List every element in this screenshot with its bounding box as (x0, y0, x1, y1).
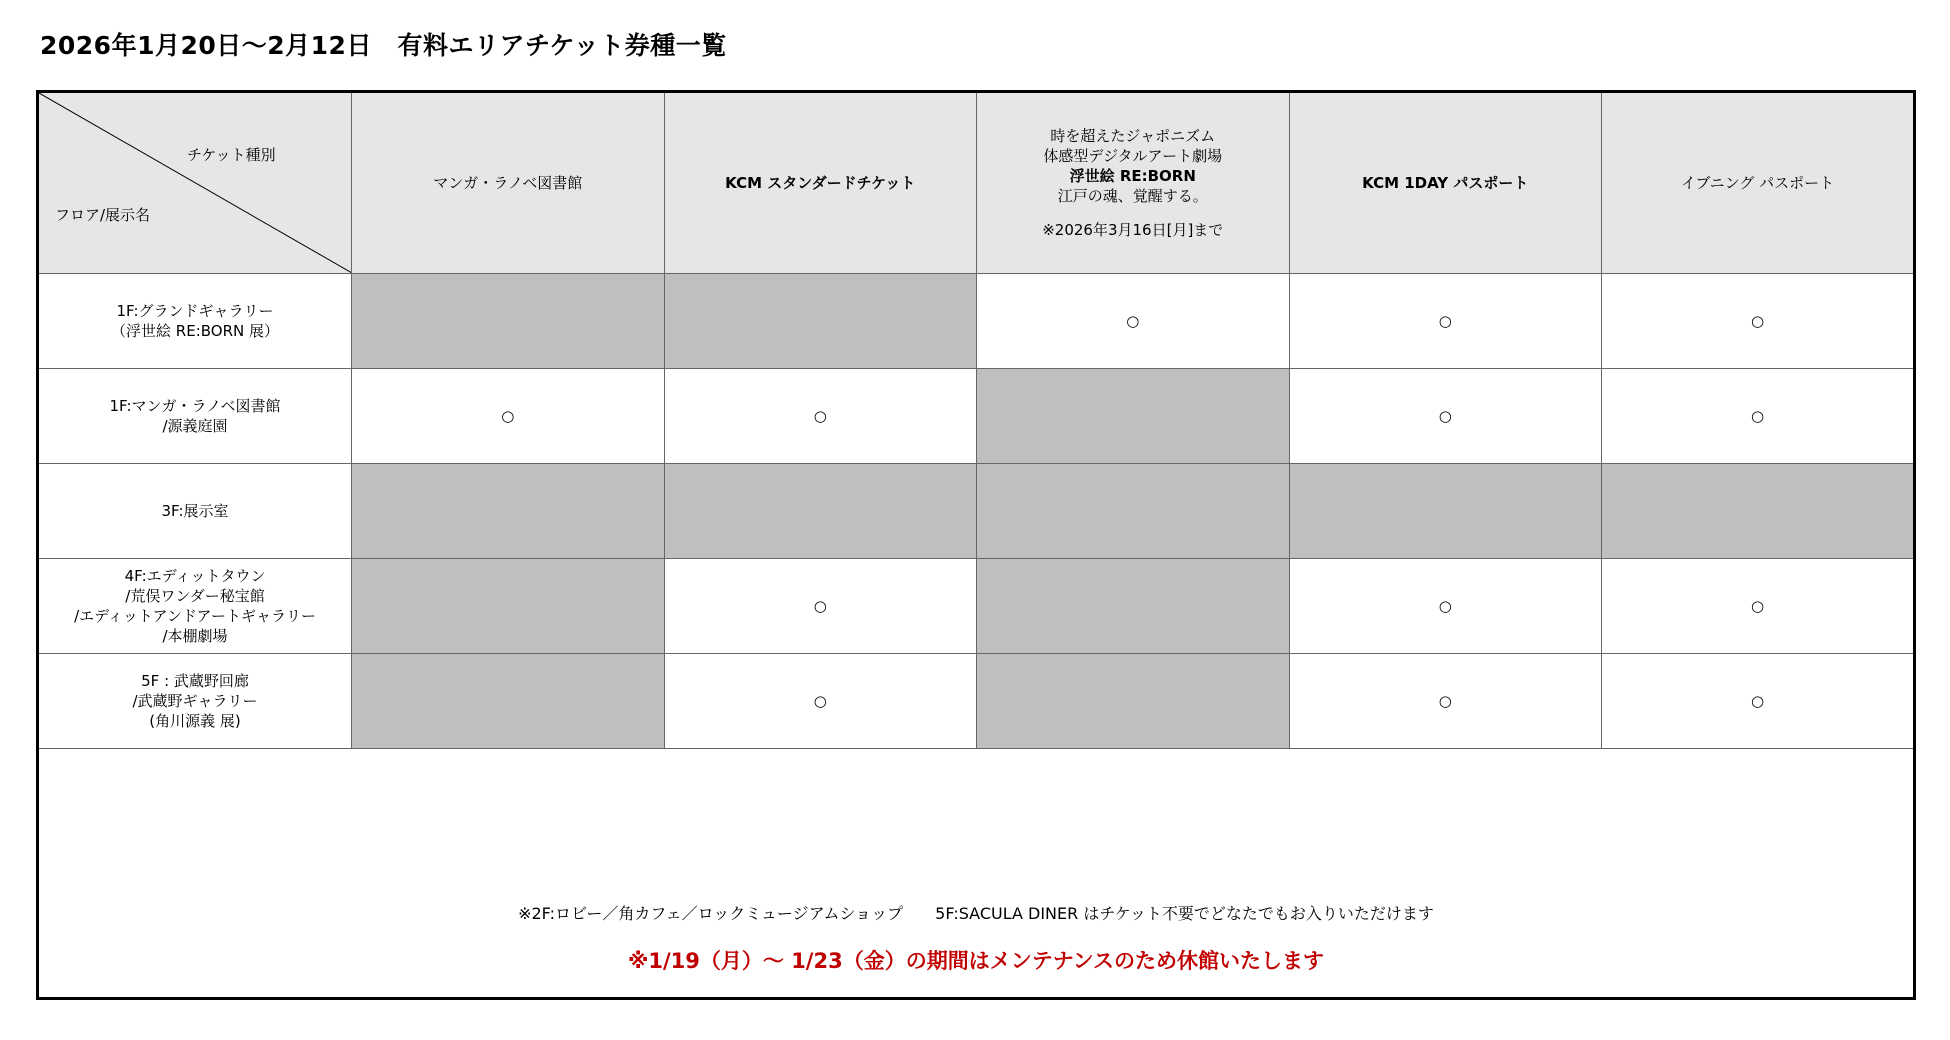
unavailable-cell (664, 463, 976, 558)
available-mark: ○ (813, 691, 827, 710)
available-cell (1602, 653, 1913, 748)
available-cell (1289, 558, 1601, 653)
floor-label-line: 5F : 武蔵野回廊 (141, 671, 249, 690)
column-header-line: KCM 1DAY パスポート (1362, 173, 1529, 192)
floor-label-line: 1F:グランドギャラリー (116, 301, 274, 320)
available-cell (1602, 368, 1913, 463)
available-cell (976, 273, 1289, 368)
column-header (976, 93, 1289, 273)
column-header (352, 93, 664, 273)
available-mark: ○ (1438, 406, 1452, 425)
available-cell (664, 558, 976, 653)
corner-floor-label: フロア/展示名 (55, 206, 151, 224)
unavailable-cell (976, 653, 1289, 748)
column-header (1602, 93, 1913, 273)
available-cell (1602, 558, 1913, 653)
available-mark: ○ (1438, 311, 1452, 330)
corner-header (39, 93, 352, 273)
available-cell (664, 368, 976, 463)
table-row (39, 273, 1913, 368)
unavailable-cell (352, 273, 664, 368)
floor-label-line: (角川源義 展) (149, 711, 241, 730)
available-cell (1289, 273, 1601, 368)
header-row (39, 93, 1913, 273)
floor-label-line: 4F:エディットタウン (124, 566, 266, 585)
closure-notice: ※1/19（月）～ 1/23（金）の期間はメンテナンスのため休館いたします (627, 949, 1325, 973)
column-header-line: KCM スタンダードチケット (725, 173, 916, 192)
corner-diagonal (39, 93, 352, 273)
floor-cell (39, 368, 352, 463)
corner-ticket-type-label: チケット種別 (187, 146, 276, 164)
available-mark: ○ (1438, 691, 1452, 710)
available-cell (1289, 368, 1601, 463)
floor-cell (39, 273, 352, 368)
column-header (664, 93, 976, 273)
available-mark: ○ (1750, 691, 1765, 710)
column-header-line: 江戸の魂、覚醒する。 (1057, 186, 1208, 205)
available-mark: ○ (1750, 311, 1765, 330)
footer-notes (39, 867, 1913, 997)
unavailable-cell (664, 273, 976, 368)
floor-label-line: /本棚劇場 (162, 626, 228, 645)
floor-cell (39, 653, 352, 748)
available-mark: ○ (1126, 311, 1140, 330)
ticket-table-frame (36, 90, 1916, 1000)
column-header-line: 時を超えたジャポニズム (1050, 126, 1216, 145)
ticket-table (39, 93, 1913, 749)
unavailable-cell (352, 558, 664, 653)
available-mark: ○ (1750, 406, 1765, 425)
column-header (1289, 93, 1601, 273)
floor-label-line: 1F:マンガ・ラノベ図書館 (109, 396, 281, 415)
floor-label-line: （浮世絵 RE:BORN 展） (111, 321, 279, 340)
footer-note: ※2F:ロビー／角カフェ／ロックミュージアムショップ 5F:SACULA DINER はチケット不要でどなたでもお入りいただけます (518, 904, 1434, 923)
unavailable-cell (976, 558, 1289, 653)
column-header-line: ※2026年3月16日[月]まで (1042, 220, 1224, 239)
available-mark: ○ (1750, 596, 1765, 615)
available-mark: ○ (813, 596, 827, 615)
available-cell (1602, 273, 1913, 368)
floor-label-line: /エディットアンドアートギャラリー (74, 606, 316, 625)
table-row (39, 558, 1913, 653)
unavailable-cell (352, 463, 664, 558)
available-mark: ○ (1438, 596, 1452, 615)
unavailable-cell (976, 368, 1289, 463)
floor-label-line: 3F:展示室 (161, 501, 229, 520)
unavailable-cell (352, 653, 664, 748)
floor-label-line: /源義庭園 (162, 416, 228, 435)
floor-label-line: /荒俣ワンダー秘宝館 (125, 586, 265, 605)
table-row (39, 368, 1913, 463)
table-row (39, 653, 1913, 748)
unavailable-cell (1289, 463, 1601, 558)
unavailable-cell (976, 463, 1289, 558)
floor-cell (39, 463, 352, 558)
column-header-line: 体感型デジタルアート劇場 (1043, 146, 1223, 165)
floor-label-line: /武蔵野ギャラリー (132, 691, 258, 710)
available-cell (352, 368, 664, 463)
available-mark: ○ (501, 406, 515, 425)
page-title: 2026年1月20日～2月12日 有料エリアチケット券種一覧 (40, 31, 727, 60)
table-row (39, 463, 1913, 558)
column-header-line: 浮世絵 RE:BORN (1069, 166, 1196, 185)
floor-cell (39, 558, 352, 653)
unavailable-cell (1602, 463, 1913, 558)
available-cell (664, 653, 976, 748)
column-header-line: マンガ・ラノベ図書館 (433, 173, 583, 192)
column-header-line: イブニング パスポート (1680, 173, 1835, 192)
available-cell (1289, 653, 1601, 748)
available-mark: ○ (813, 406, 827, 425)
